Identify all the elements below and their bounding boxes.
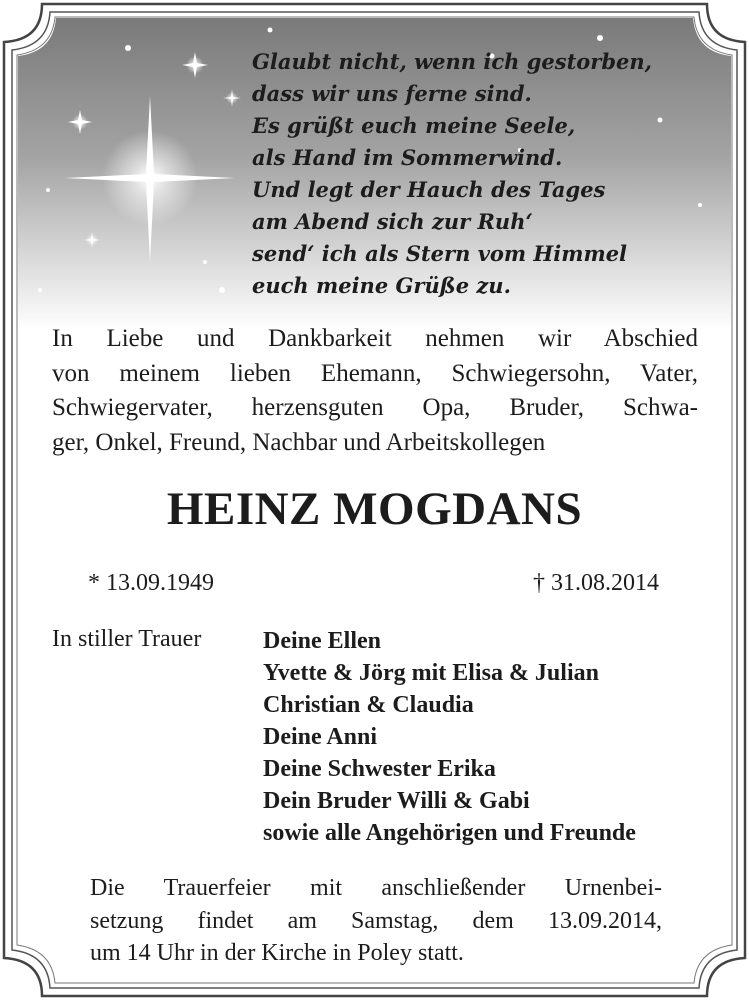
poem-line: Und legt der Hauch des Tages bbox=[252, 177, 606, 202]
farewell-text bbox=[52, 322, 698, 460]
mourner-entry: Dein Bruder Willi & Gabi bbox=[263, 788, 530, 814]
farewell-line: In Liebe und Dankbarkeit nehmen wir Abschied bbox=[52, 325, 698, 352]
farewell-line: ger, Onkel, Freund, Nachbar und Arbeitskollegen bbox=[52, 428, 546, 456]
poem-line: euch meine Grüße zu. bbox=[252, 273, 511, 298]
poem-line: am Abend sich zur Ruh‘ bbox=[252, 209, 533, 234]
farewell-line: von meinem lieben Ehemann, Schwiegersohn, Vater, bbox=[52, 359, 698, 387]
service-line: setzung findet am Samstag, dem 13.09.2014, bbox=[90, 907, 662, 934]
birth-date: * 13.09.1949 bbox=[88, 570, 214, 596]
poem-line: dass wir uns ferne sind. bbox=[252, 81, 532, 106]
mourner-entry: Yvette & Jörg mit Elisa & Julian bbox=[263, 660, 599, 686]
service-line: um 14 Uhr in der Kirche in Poley statt. bbox=[90, 940, 464, 966]
mourning-label: In stiller Trauer bbox=[52, 626, 202, 652]
mourner-entry: Deine Schwester Erika bbox=[263, 756, 496, 782]
poem-line: Glaubt nicht, wenn ich gestorben, bbox=[252, 49, 652, 74]
service-line: Die Trauerfeier mit anschließender Urnenbei- bbox=[90, 875, 662, 901]
poem-line: als Hand im Sommerwind. bbox=[252, 145, 563, 170]
death-date: † 31.08.2014 bbox=[533, 570, 659, 596]
mourner-entry: Christian & Claudia bbox=[263, 692, 474, 718]
mourner-entry: sowie alle Angehörigen und Freunde bbox=[263, 820, 636, 846]
mourner-entry: Deine Anni bbox=[263, 724, 378, 750]
mourners-list bbox=[263, 625, 636, 849]
funeral-service-info bbox=[90, 872, 662, 970]
poem bbox=[252, 46, 652, 302]
poem-line: Es grüßt euch meine Seele, bbox=[252, 113, 576, 138]
poem-line: send‘ ich als Stern vom Himmel bbox=[252, 241, 628, 266]
deceased-name: HEINZ MOGDANS bbox=[166, 483, 583, 535]
mourner-entry: Deine Ellen bbox=[263, 628, 381, 654]
farewell-line: Schwiegervater, herzensguten Opa, Bruder, Schwa- bbox=[52, 394, 698, 421]
